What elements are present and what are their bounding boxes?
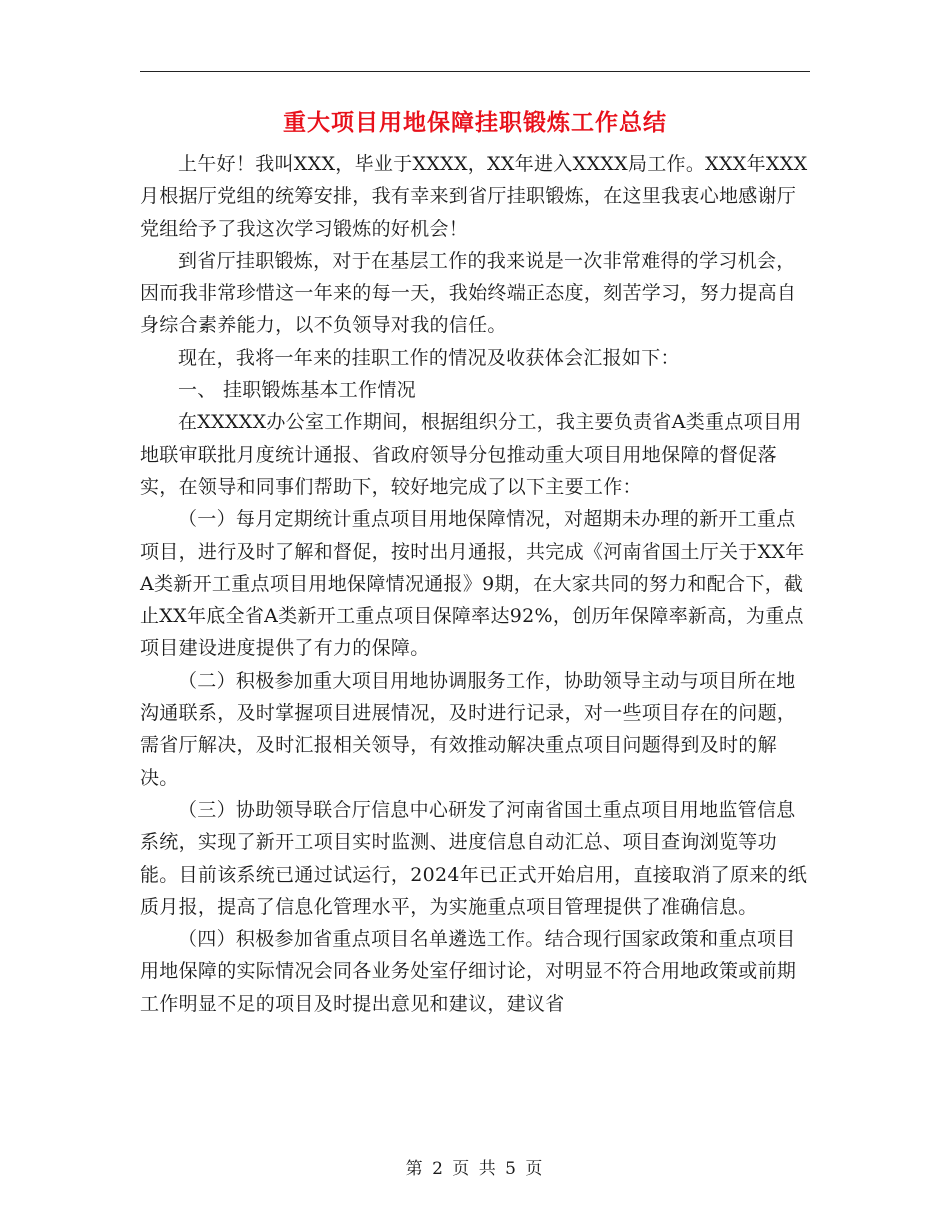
paragraph-greeting: 上午好！我叫XXX，毕业于XXXX，XX年进入XXXX局工作。XXX年XXX月根据厅党组的统筹安排，我有幸来到省厅挂职锻炼，在这里我衷心地感谢厅党组给予了我这次学习锻炼的好机会！	[140, 153, 808, 240]
paragraph-item-3: （三）协助领导联合厅信息中心研发了河南省国土重点项目用地监管信息系统，实现了新开工项目实时监测、进度信息自动汇总、项目查询浏览等功能。目前该系统已通过试运行，2024年已正式开始启用，直接取消了原来的纸质月报，提高了信息化管理水平，为实施重点项目管理提供了准确信息。	[140, 798, 808, 918]
section-heading-1: 一、 挂职锻炼基本工作情况	[178, 379, 416, 402]
paragraph-report-lead: 现在，我将一年来的挂职工作的情况及收获体会汇报如下：	[178, 346, 680, 369]
paragraph-item-4: （四）积极参加省重点项目名单遴选工作。结合现行国家政策和重点项目用地保障的实际情况会同各业务处室仔细讨论，对明显不符合用地政策或前期工作明显不足的项目及时提出意见和建议，建议省	[140, 928, 797, 1015]
paragraph-item-2: （二）积极参加重大项目用地协调服务工作，协助领导主动与项目所在地沟通联系，及时掌握项目进展情况，及时进行记录，对一些项目存在的问题，需省厅解决，及时汇报相关领导，有效推动解决重点项目问题得到及时的解决。	[140, 669, 797, 789]
header-rule	[140, 71, 810, 72]
paragraph-item-1: （一）每月定期统计重点项目用地保障情况，对超期未办理的新开工重点项目，进行及时了解和督促，按时出月通报，共完成《河南省国土厅关于XX年A类新开工重点项目用地保障情况通报》9期，在大家共同的努力和配合下，截止XX年底全省A类新开工重点项目保障率达92%，创历年保障率新高，为重点项目建设进度提供了有力的保障。	[140, 508, 805, 660]
document-title: 重大项目用地保障挂职锻炼工作总结	[283, 109, 667, 136]
paragraph-duties: 在XXXXX办公室工作期间，根据组织分工，我主要负责省A类重点项目用地联审联批月度统计通报、省政府领导分包推动重大项目用地保障的督促落实，在领导和同事们帮助下，较好地完成了以下主要工作：	[140, 411, 802, 498]
page-footer: 第 2 页 共 5 页	[405, 1159, 545, 1179]
paragraph-intro: 到省厅挂职锻炼，对于在基层工作的我来说是一次非常难得的学习机会，因而我非常珍惜这一年来的每一天，我始终端正态度，刻苦学习，努力提高自身综合素养能力，以不负领导对我的信任。	[140, 249, 797, 337]
document-body	[140, 148, 812, 1020]
